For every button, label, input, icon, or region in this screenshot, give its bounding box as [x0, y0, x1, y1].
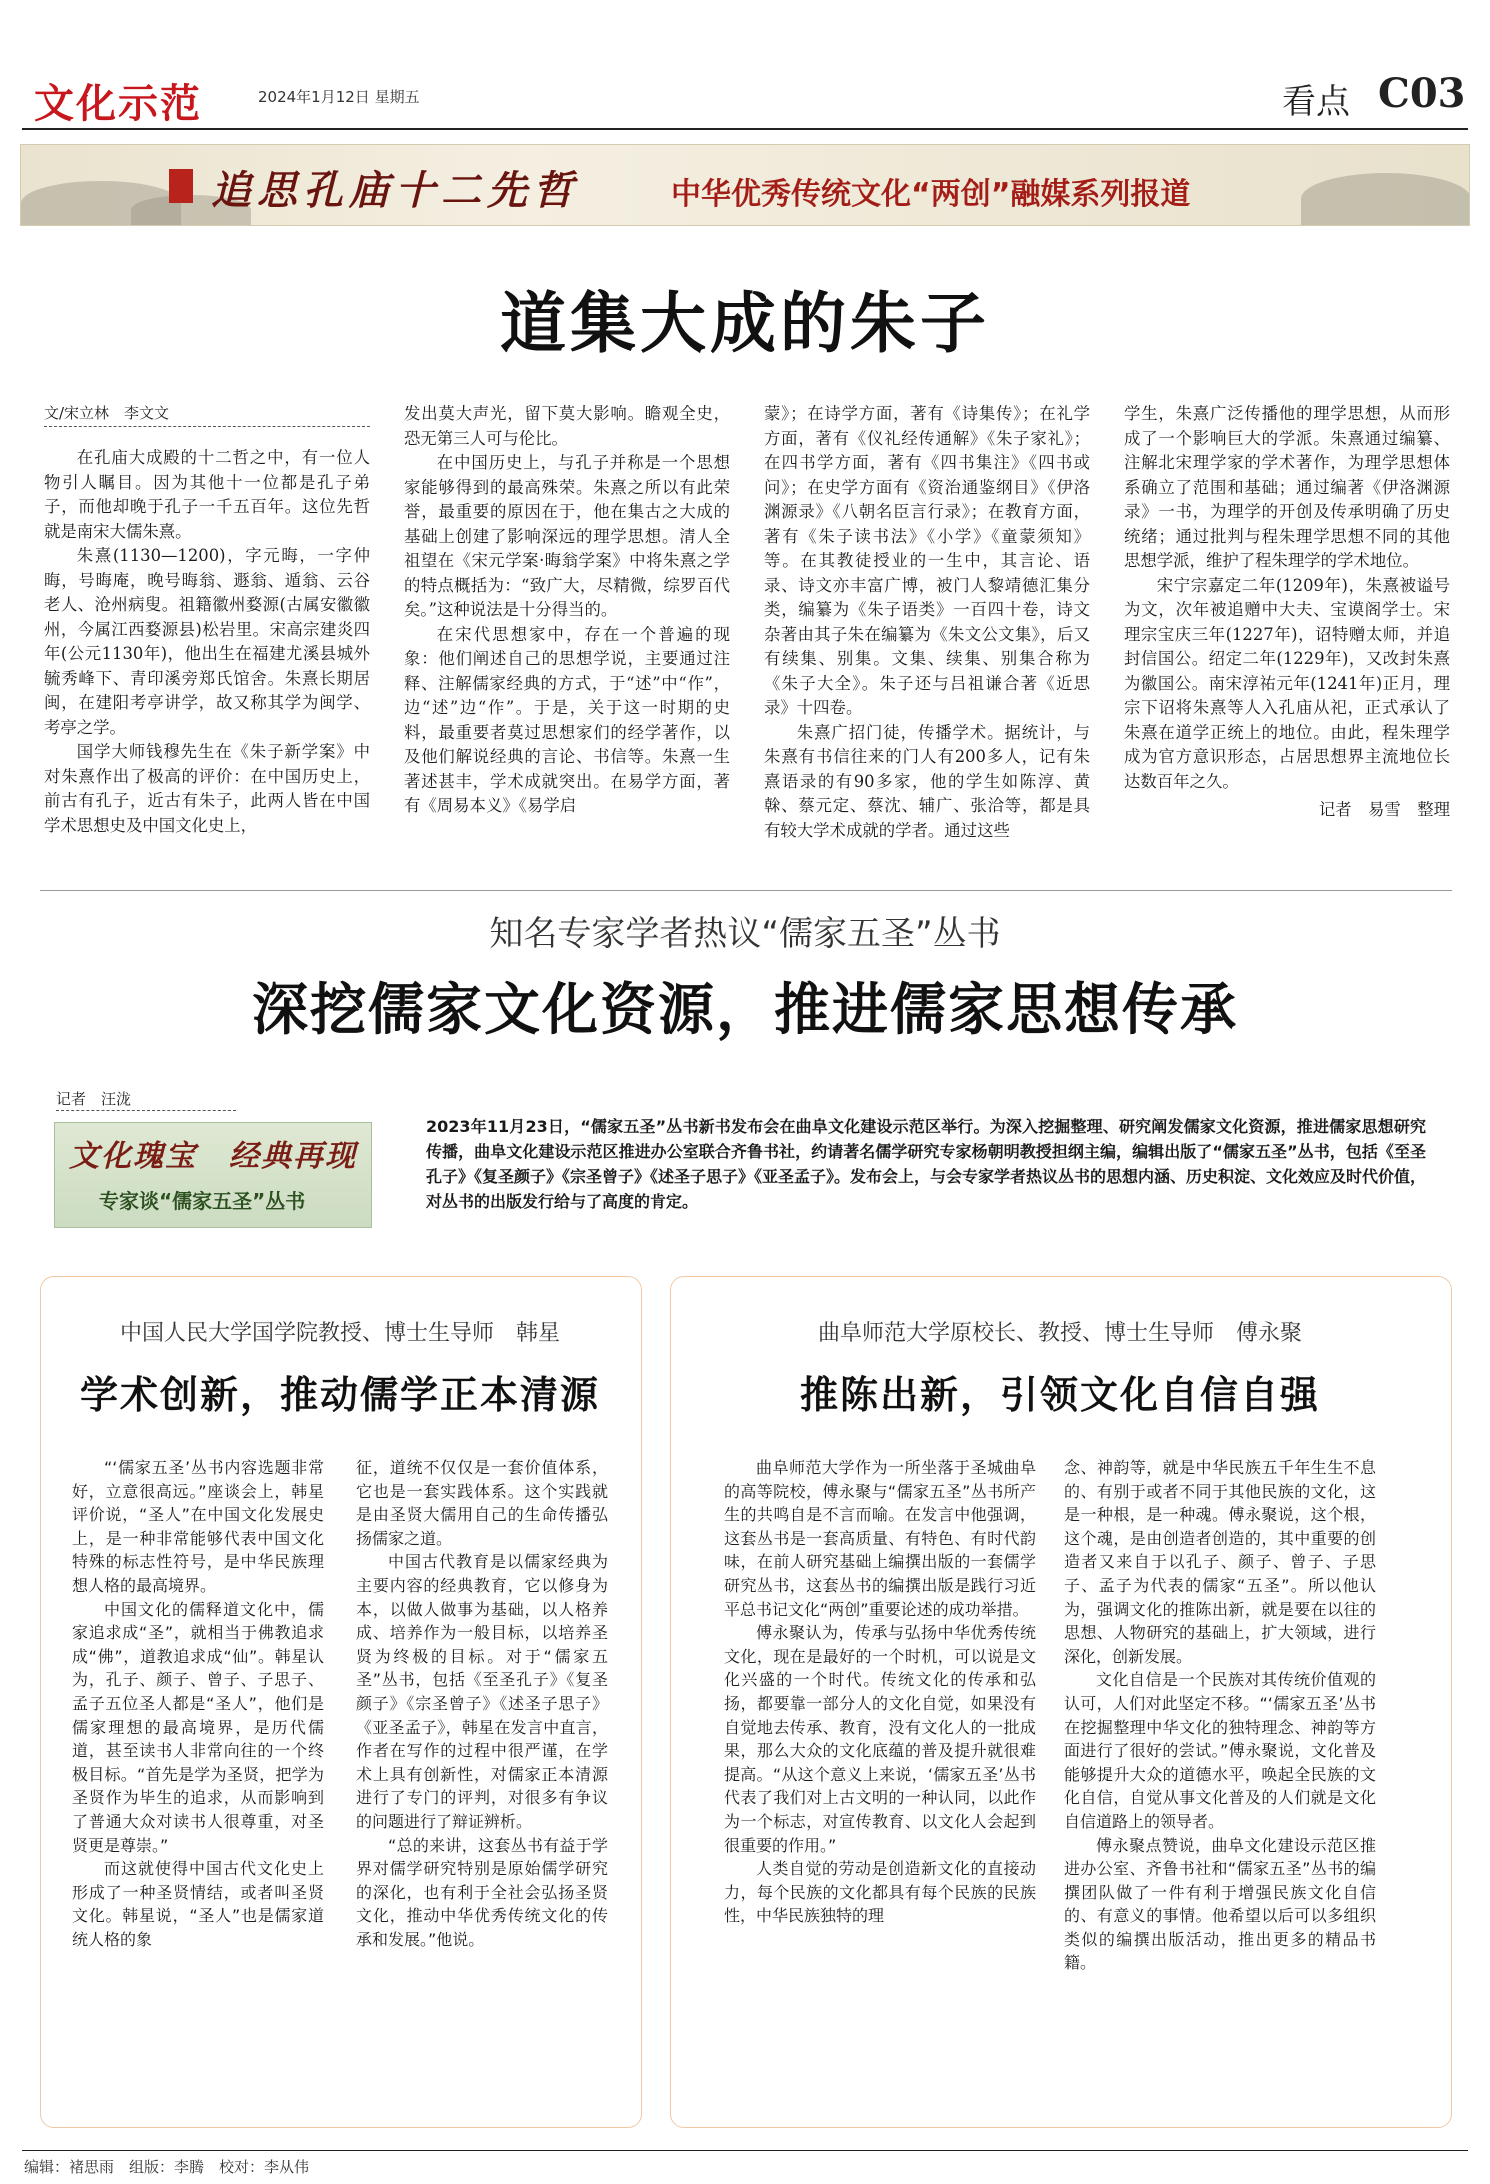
article1-column-1	[44, 446, 370, 838]
left-panel-title: 学术创新，推动儒学正本清源	[79, 1372, 600, 1417]
paragraph: 中国古代教育是以儒家经典为主要内容的经典教育，它以修身为本，以做人做事为基础，以人格养成、培养作为一般目标，以培养圣贤为终极的目标。对于“儒家五圣”丛书，包括《至圣孔子》《复圣颜子》《宗圣曾子》《述圣子思子》《亚圣孟子》，韩星在发言中直言，作者在写作的过程中很严谨，在学术上具有创新性，对儒家正本清源进行了专门的评判，对很多有争议的问题进行了辩证辨析。	[356, 1552, 608, 1831]
paragraph: 人类自觉的劳动是创造新文化的直接动力，每个民族的文化都具有每个民族的民族性，中华民族独特的理	[724, 1859, 1036, 1926]
left-panel-column-1	[72, 1456, 324, 1951]
right-panel-title: 推陈出新，引领文化自信自强	[799, 1372, 1320, 1417]
paragraph: 学生，朱熹广泛传播他的理学思想，从而形成了一个影响巨大的学派。朱熹通过编纂、注解北宋理学家的学术著作，为理学思想体系确立了范围和基础；通过编著《伊洛渊源录》一书，为理学的开创及传承明确了历史统绪；通过批判与程朱理学思想不同的其他思想学派，维护了程朱理学的学术地位。	[1124, 404, 1450, 570]
paragraph: 而这就使得中国古代文化史上形成了一种圣贤情结，或者叫圣贤文化。韩星说，“圣人”也是儒家道统人格的象	[72, 1859, 324, 1949]
paragraph: 傅永聚点赞说，曲阜文化建设示范区推进办公室、齐鲁书社和“儒家五圣”丛书的编撰团队做了一件有利于增强民族文化自信的、有意义的事情。他希望以后可以多组织类似的编撰出版活动，推出更多的精品书籍。	[1064, 1835, 1376, 1973]
article1-headline: 道集大成的朱子	[500, 284, 990, 362]
article2-kicker: 知名专家学者热议“儒家五圣”丛书	[489, 914, 1001, 954]
feature-box-title: 文化瑰宝 经典再现	[69, 1139, 357, 1174]
paragraph: 念、神韵等，就是中华民族五千年生生不息的、有别于或者不同于其他民族的文化，这是一种根，是一种魂。傅永聚说，这个根，这个魂，是由创造者创造的，其中重要的创造者又来自于以孔子、颜子、曾子、子思子、孟子为代表的儒家“五圣”。所以他认为，强调文化的推陈出新，就是要在以往的思想、人物研究的基础上，扩大领域，进行深化，创新发展。	[1064, 1458, 1376, 1666]
article1-signature: 记者 易雪 整理	[1318, 800, 1450, 819]
banner-title: 追思孔庙十二先哲	[211, 167, 579, 214]
paragraph: 国学大师钱穆先生在《朱子新学案》中对朱熹作出了极高的评价：在中国历史上，前古有孔子，近古有朱子，此两人皆在中国学术思想史及中国文化史上，	[44, 742, 370, 835]
top-rule	[22, 128, 1468, 130]
paragraph: 蒙》；在诗学方面，著有《诗集传》；在礼学方面，著有《仪礼经传通解》《朱子家礼》；在四书学方面，著有《四书集注》《四书或问》；在史学方面有《资治通鉴纲目》《伊洛渊源录》《八朝名臣言行录》；在教育方面，著有《朱子读书法》《小学》《童蒙须知》等。在其教徒授业的一生中，其言论、语录、诗文亦丰富广博，被门人黎靖德汇集分类，编纂为《朱子语类》一百四十卷，诗文杂著由其子朱在编纂为《朱文公文集》，后又有续集、别集。文集、续集、别集合称为《朱子大全》。朱子还与吕祖谦合著《近思录》十四卷。	[764, 404, 1090, 717]
feature-box	[54, 1122, 372, 1228]
paragraph: 朱熹(1130—1200)，字元晦，一字仲晦，号晦庵，晚号晦翁、遯翁、遁翁、云谷老人、沧州病叟。祖籍徽州婺源(古属安徽徽州，今属江西婺源县)松岩里。宋高宗建炎四年(公元1130年)，他出生在福建尤溪县城外毓秀峰下、青印溪旁郑氏馆舍。朱熹长期居闽，在建阳考亭讲学，故又称其学为闽学、考亭之学。	[44, 546, 370, 737]
banner-seal-icon	[169, 169, 193, 203]
paragraph: 朱熹广招门徒，传播学术。据统计，与朱熹有书信往来的门人有200多人，记有朱熹语录的有90多家，他的学生如陈淳、黄榦、蔡元定、蔡沈、辅广、张洽等，都是具有较大学术成就的学者。通过这些	[764, 722, 1090, 840]
byline-rule	[56, 1110, 236, 1111]
section-divider	[40, 890, 1452, 891]
paragraph: 傅永聚认为，传承与弘扬中华优秀传统文化，现在是最好的一个时机，可以说是文化兴盛的一个时代。传统文化的传承和弘扬，都要靠一部分人的文化自觉，如果没有自觉地去传承、教育，没有文化人的一批成果，那么大众的文化底蕴的普及提升就很难提高。“从这个意义上来说，‘儒家五圣’丛书代表了我们对上古文明的一种认同，以此作为一个标志，对宣传教育、以文化人会起到很重要的作用。”	[724, 1623, 1036, 1855]
paragraph: 曲阜师范大学作为一所坐落于圣城曲阜的高等院校，傅永聚与“儒家五圣”丛书所产生的共鸣自是不言而喻。在发言中他强调，这套丛书是一套高质量、有特色、有时代韵味，在前人研究基础上编撰出版的一套儒学研究丛书，这套丛书的编撰出版是践行习近平总书记文化“两创”重要论述的成功举措。	[724, 1458, 1036, 1619]
byline-rule	[44, 426, 370, 427]
paragraph: 宋宁宗嘉定二年(1209年)，朱熹被谥号为文，次年被追赠中大夫、宝谟阁学士。宋理宗宝庆三年(1227年)，诏特赠太师，并追封信国公。绍定二年(1229年)，又改封朱熹为徽国公。南宋淳祐元年(1241年)正月，理宗下诏将朱熹等人入孔庙从祀，正式承认了朱熹在道学正统上的地位。由此，程朱理学成为官方意识形态，占居思想界主流地位长达数百年之久。	[1124, 575, 1450, 791]
banner-mountain-decor	[1301, 173, 1470, 225]
bottom-rule	[22, 2150, 1468, 2151]
banner-subtitle: 中华优秀传统文化“两创”融媒系列报道	[671, 177, 1191, 212]
paragraph: 在宋代思想家中，存在一个普遍的现象：他们阐述自己的思想学说，主要通过注释、注解儒家经典的方式，于“述”中“作”，边“述”边“作”。于是，关于这一时期的史料，最重要者莫过思想家们的经学著作，以及他们解说经典的言论、书信等。朱熹一生著述甚丰，学术成就突出。在易学方面，著有《周易本义》《易学启	[404, 624, 730, 815]
article1-column-3	[764, 402, 1090, 843]
article2-byline: 记者 汪泷	[56, 1090, 132, 1108]
editorial-credits: 编辑：褚思雨 组版：李腾 校对：李从伟	[24, 2158, 310, 2176]
paragraph: 中国文化的儒释道文化中，儒家追求成“圣”，就相当于佛教追求成“佛”，道教追求成“仙”。韩星认为，孔子、颜子、曾子、子思子、孟子五位圣人都是“圣人”，他们是儒家理想的最高境界，是历代儒道，甚至读书人非常向往的一个终极目标。“首先是学为圣贤，把学为圣贤作为毕生的追求，从而影响到了普通大众对读书人很尊重，对圣贤更是尊崇。”	[72, 1599, 324, 1855]
paragraph: 征，道统不仅仅是一套价值体系，它也是一套实践体系。这个实践就是由圣贤大儒用自己的生命传播弘扬儒家之道。	[356, 1458, 608, 1548]
series-banner	[20, 144, 1470, 226]
article1-byline: 文/宋立林 李文文	[44, 404, 170, 422]
article2-lead: 2023年11月23日，“儒家五圣”丛书新书发布会在曲阜文化建设示范区举行。为深入挖掘整理、研究阐发儒家文化资源，推进儒家思想研究传播，曲阜文化建设示范区推进办公室联合齐鲁书社，约请著名儒学研究专家杨朝明教授担纲主编，编辑出版了“儒家五圣”丛书，包括《至圣孔子》《复圣颜子》《宗圣曾子》《述圣子思子》《亚圣孟子》。发布会上，与会专家学者热议丛书的思想内涵、历史积淀、文化效应及时代价值，对丛书的出版发行给与了高度的肯定。	[426, 1117, 1427, 1211]
left-panel-author: 中国人民大学国学院教授、博士生导师 韩星	[119, 1321, 560, 1346]
paragraph: 在中国历史上，与孔子并称是一个思想家能够得到的最高殊荣。朱熹之所以有此荣誉，最重要的原因在于，他在集古之大成的基础上创建了影响深远的理学思想。清人全祖望在《宋元学案·晦翁学案》中将朱熹之学的特点概括为：“致广大，尽精微，综罗百代矣。”这种说法是十分得当的。	[404, 453, 730, 619]
masthead-logo: 文化示范	[34, 81, 202, 127]
section-name: 看点	[1282, 82, 1350, 122]
paragraph: “总的来讲，这套丛书有益于学界对儒学研究特别是原始儒学研究的深化，也有利于全社会弘扬圣贤文化，推动中华优秀传统文化的传承和发展。”他说。	[356, 1835, 608, 1949]
feature-box-subtitle: 专家谈“儒家五圣”丛书	[99, 1189, 306, 1213]
article1-column-2	[404, 402, 730, 819]
paragraph: 在孔庙大成殿的十二哲之中，有一位人物引人瞩目。因为其他十一位都是孔子弟子，而他却晚于孔子一千五百年。这位先哲就是南宋大儒朱熹。	[44, 448, 370, 541]
left-panel-column-2	[356, 1456, 608, 1951]
paragraph: 发出莫大声光，留下莫大影响。瞻观全史，恐无第三人可与伦比。	[404, 404, 730, 448]
right-panel-column-1	[724, 1456, 1036, 1928]
issue-date: 2024年1月12日 星期五	[258, 88, 420, 106]
article1-column-4	[1124, 402, 1450, 823]
paragraph: 文化自信是一个民族对其传统价值观的认可，人们对此坚定不移。“‘儒家五圣’丛书在挖掘整理中华文化的独特理念、神韵等方面进行了很好的尝试。”傅永聚说，文化普及能够提升大众的道德水平，唤起全民族的文化自信，自觉从事文化普及的人们就是文化自信道路上的领导者。	[1064, 1670, 1376, 1831]
right-panel-column-2	[1064, 1456, 1376, 1975]
paragraph: “‘儒家五圣’丛书内容选题非常好，立意很高远。”座谈会上，韩星评价说，“圣人”在中国文化发展史上，是一种非常能够代表中国文化特殊的标志性符号，是中华民族理想人格的最高境界。	[72, 1458, 324, 1595]
page-number: C03	[1378, 70, 1466, 117]
article2-headline: 深挖儒家文化资源，推进儒家思想传承	[252, 977, 1238, 1043]
right-panel-author: 曲阜师范大学原校长、教授、博士生导师 傅永聚	[817, 1321, 1302, 1346]
